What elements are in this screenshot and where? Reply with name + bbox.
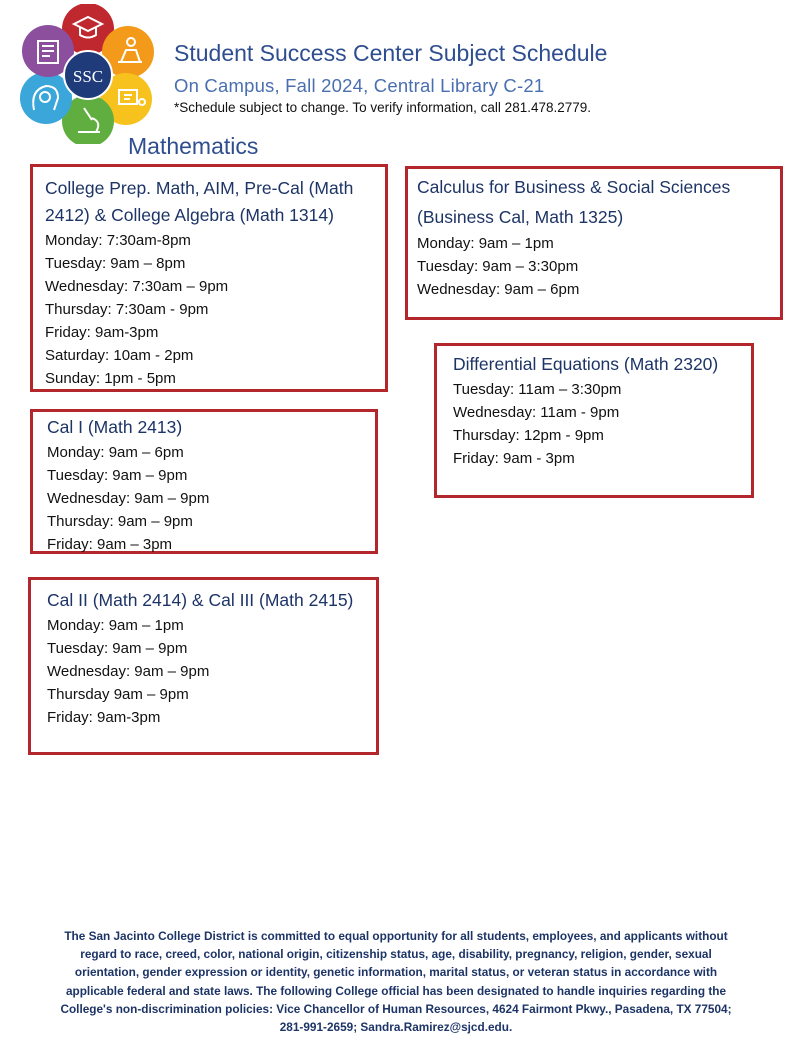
box-title	[417, 172, 770, 232]
schedule-box-cal-1	[30, 409, 378, 554]
hours-item: Wednesday: 9am – 9pm	[47, 663, 210, 680]
hours-item: Tuesday: 9am – 9pm	[47, 467, 188, 484]
box-title: Cal I (Math 2413)	[47, 417, 183, 437]
hours-item: Wednesday: 9am – 6pm	[417, 281, 580, 298]
hours-item: Monday: 9am – 6pm	[47, 444, 184, 461]
hours-item: Wednesday: 11am - 9pm	[453, 404, 620, 421]
schedule-box-differential-equations	[434, 343, 754, 498]
box-title-line: (Business Cal, Math 1325)	[417, 207, 624, 227]
box-title: Cal II (Math 2414) & Cal III (Math 2415)	[47, 590, 354, 610]
hours-list	[47, 614, 366, 729]
ssc-logo	[18, 4, 158, 144]
hours-item: Friday: 9am – 3pm	[47, 536, 173, 553]
hours-item: Tuesday: 9am – 3:30pm	[417, 258, 579, 275]
hours-list	[47, 441, 365, 556]
hours-list	[45, 229, 375, 390]
hours-item: Wednesday: 7:30am – 9pm	[45, 278, 229, 295]
hours-item: Friday: 9am-3pm	[47, 709, 161, 726]
hours-item: Saturday: 10am - 2pm	[45, 347, 194, 364]
hours-item: Friday: 9am-3pm	[45, 324, 159, 341]
non-discrimination-statement	[40, 927, 752, 1036]
hours-item: Monday: 9am – 1pm	[417, 235, 554, 252]
box-title-line: 2412) & College Algebra (Math 1314)	[45, 205, 334, 225]
hours-item: Thursday: 12pm - 9pm	[453, 427, 604, 444]
hours-item: Tuesday: 9am – 8pm	[45, 255, 186, 272]
footer-line: regard to race, creed, color, national origin, citizenship status, age, disability, pregnancy, religion, gender, sexual	[80, 947, 712, 962]
hours-item: Friday: 9am - 3pm	[453, 450, 575, 467]
hours-item: Monday: 7:30am-8pm	[45, 232, 191, 249]
hours-item: Thursday 9am – 9pm	[47, 686, 189, 703]
schedule-box-college-prep	[30, 164, 388, 392]
section-heading: Mathematics	[128, 133, 259, 159]
footer-line: 281-991-2659; Sandra.Ramirez@sjcd.edu.	[279, 1020, 513, 1035]
logo-text: SSC	[72, 67, 104, 86]
hours-item: Wednesday: 9am – 9pm	[47, 490, 210, 507]
hours-item: Tuesday: 11am – 3:30pm	[453, 381, 622, 398]
hours-item: Thursday: 9am – 9pm	[47, 513, 193, 530]
footer-line: applicable federal and state laws. The following College official has been designated to handle inquiries regarding the	[65, 983, 727, 998]
hours-item: Monday: 9am – 1pm	[47, 617, 184, 634]
box-title	[45, 175, 375, 229]
schedule-note: *Schedule subject to change. To verify information, call 281.478.2779.	[174, 100, 592, 115]
hours-item: Sunday: 1pm - 5pm	[45, 370, 176, 387]
box-title-line: Calculus for Business & Social Sciences	[417, 177, 731, 197]
hours-list	[417, 232, 770, 301]
box-title-line: College Prep. Math, AIM, Pre-Cal (Math	[45, 178, 354, 198]
hours-item: Thursday: 7:30am - 9pm	[45, 301, 209, 318]
footer-line: orientation, gender expression or identity, genetic information, marital status, or veteran status in accordance with	[74, 965, 718, 980]
schedule-box-business-calculus	[405, 166, 783, 320]
footer-line: College's non-discrimination policies: Vice Chancellor of Human Resources, 4624 Fairmont Pkwy., Pasadena, TX 77504;	[60, 1001, 732, 1016]
hours-item: Tuesday: 9am – 9pm	[47, 640, 188, 657]
box-title: Differential Equations (Math 2320)	[453, 354, 719, 374]
schedule-box-cal-2-3	[28, 577, 379, 755]
page-title: Student Success Center Subject Schedule	[174, 40, 608, 66]
hours-list	[453, 378, 741, 470]
page-subtitle: On Campus, Fall 2024, Central Library C-21	[174, 75, 545, 96]
footer-line: The San Jacinto College District is committed to equal opportunity for all students, employees, and applicants without	[64, 929, 728, 943]
